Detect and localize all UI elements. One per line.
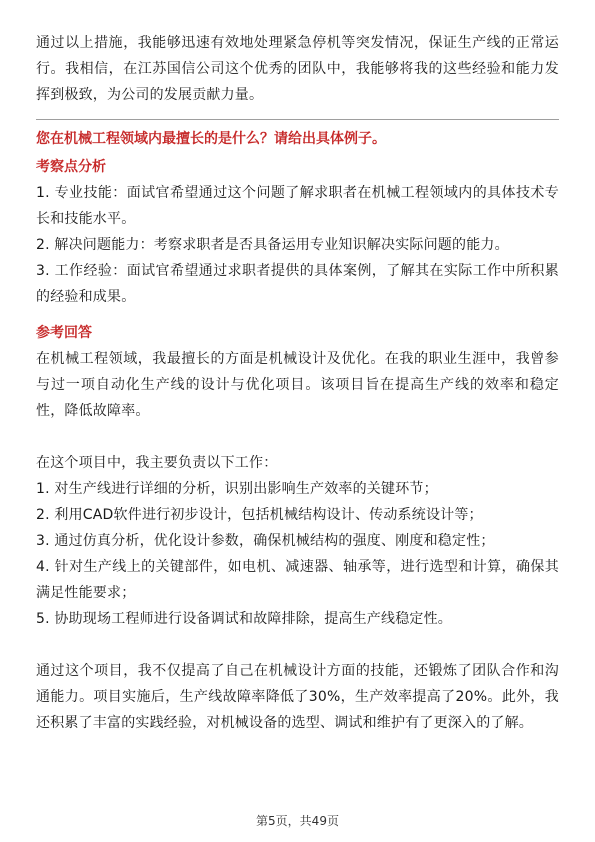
conclusion-paragraph: 通过这个项目，我不仅提高了自己在机械设计方面的技能，还锻炼了团队合作和沟通能力。项目实施后，生产线故障率降低了30%，生产效率提高了20%。此外，我还积累了丰富的实践经验，对机械设备的选型、调试和维护有了更深入的了解。 <box>36 663 559 731</box>
analysis-item: 1. 专业技能：面试官希望通过这个问题了解求职者在机械工程领域内的具体技术专长和技能水平。 <box>36 185 559 227</box>
work-item: 2. 利用CAD软件进行初步设计，包括机械结构设计、传动系统设计等； <box>36 507 483 523</box>
question-heading: 您在机械工程领域内最擅长的是什么？请给出具体例子。 <box>36 131 386 147</box>
intro-paragraph: 通过以上措施，我能够迅速有效地处理紧急停机等突发情况，保证生产线的正常运行。我相信，在江苏国信公司这个优秀的团队中，我能够将我的这些经验和能力发挥到极致，为公司的发展贡献力量。 <box>36 35 559 103</box>
answer-heading: 参考回答 <box>36 325 92 341</box>
page-number: 第5页，共49页 <box>256 814 339 828</box>
analysis-item: 2. 解决问题能力：考察求职者是否具备运用专业知识解决实际问题的能力。 <box>36 237 509 253</box>
analysis-heading: 考察点分析 <box>36 159 106 175</box>
answer-opening-paragraph: 在机械工程领域，我最擅长的方面是机械设计及优化。在我的职业生涯中，我曾参与过一项自动化生产线的设计与优化项目。该项目旨在提高生产线的效率和稳定性，降低故障率。 <box>36 351 559 419</box>
work-item: 3. 通过仿真分析，优化设计参数，确保机械结构的强度、刚度和稳定性； <box>36 533 495 549</box>
document-page <box>36 30 559 736</box>
section-divider <box>36 119 559 120</box>
work-item: 4. 针对生产线上的关键部件，如电机、减速器、轴承等，进行选型和计算，确保其满足性能要求； <box>36 559 559 601</box>
analysis-item: 3. 工作经验：面试官希望通过求职者提供的具体案例，了解其在实际工作中所积累的经验和成果。 <box>36 263 559 305</box>
work-item: 5. 协助现场工程师进行设备调试和故障排除，提高生产线稳定性。 <box>36 611 453 627</box>
work-intro: 在这个项目中，我主要负责以下工作： <box>36 455 278 471</box>
work-item: 1. 对生产线进行详细的分析，识别出影响生产效率的关键环节； <box>36 481 438 497</box>
